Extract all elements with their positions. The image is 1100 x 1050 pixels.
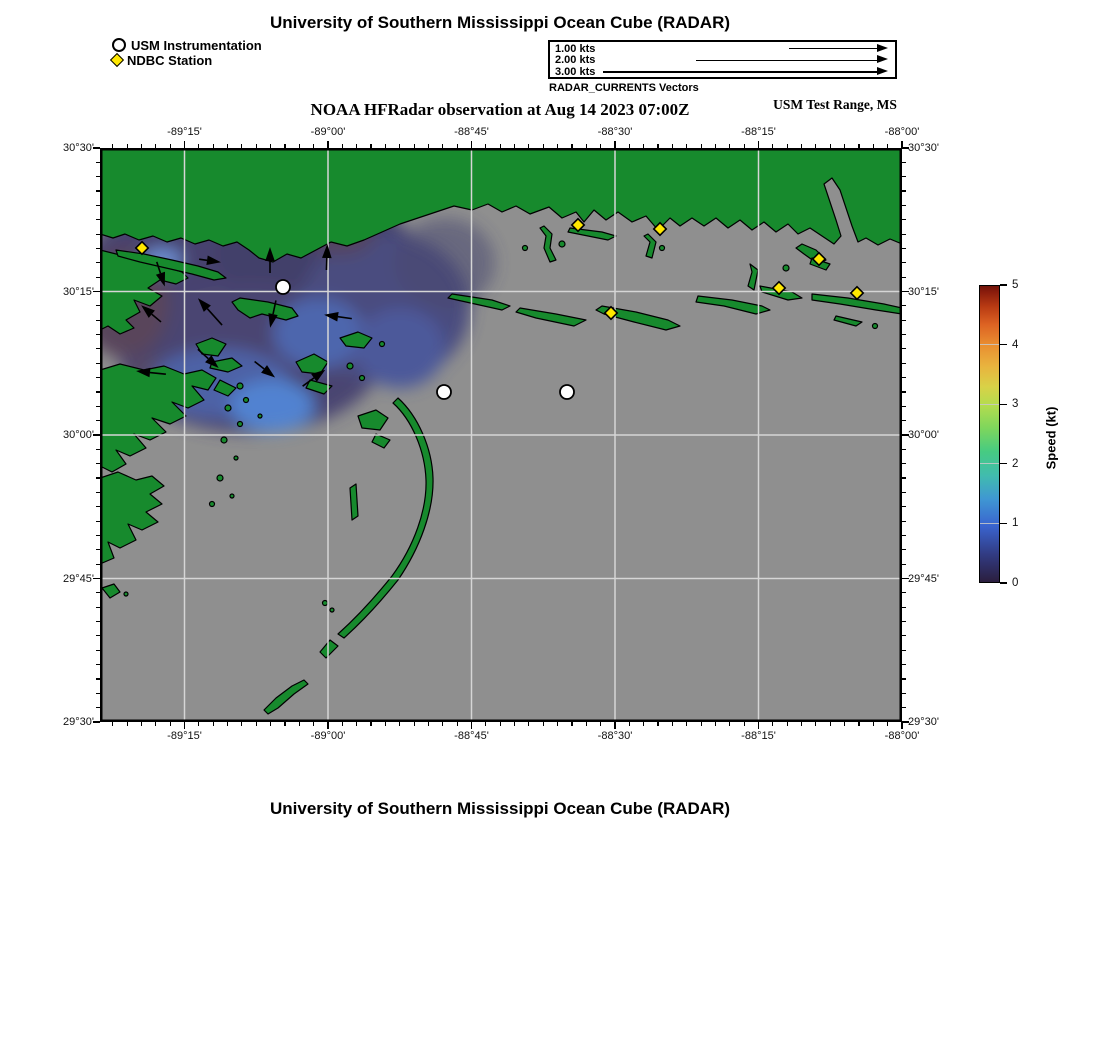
x-axis-tick bbox=[571, 144, 572, 148]
y-axis-tick bbox=[96, 377, 100, 378]
y-axis-tick bbox=[96, 248, 100, 249]
vector-key-arrow-line bbox=[696, 60, 881, 61]
y-axis-tick bbox=[902, 248, 906, 249]
vector-key-label: 3.00 kts bbox=[555, 65, 596, 78]
x-axis-label-top: -88°30' bbox=[597, 126, 633, 138]
x-axis-tick bbox=[342, 144, 343, 148]
colorbar-tick bbox=[1000, 582, 1007, 583]
y-axis-label-right: 30°30' bbox=[908, 142, 939, 154]
y-axis-tick bbox=[902, 535, 906, 536]
x-axis-tick bbox=[744, 722, 745, 726]
x-axis-tick bbox=[327, 722, 328, 729]
y-axis-tick bbox=[96, 334, 100, 335]
colorbar-tick-label: 5 bbox=[1012, 279, 1019, 291]
usm-instrumentation-icon bbox=[112, 38, 126, 52]
y-axis-tick bbox=[902, 607, 906, 608]
x-axis-tick bbox=[715, 144, 716, 148]
colorbar-tick bbox=[1000, 284, 1007, 285]
x-axis-label-bottom: -88°15' bbox=[741, 730, 776, 742]
legend-item-label: USM Instrumentation bbox=[131, 37, 262, 53]
x-axis-tick bbox=[155, 722, 156, 726]
map bbox=[100, 148, 902, 722]
y-axis-tick bbox=[96, 406, 100, 407]
y-axis-tick bbox=[902, 664, 906, 665]
vector-key-caption: RADAR_CURRENTS Vectors bbox=[549, 82, 699, 94]
vector-key-arrow-line bbox=[603, 71, 881, 72]
vector-key-arrowhead-icon bbox=[877, 67, 888, 75]
x-axis-tick bbox=[414, 144, 415, 148]
x-axis-tick bbox=[385, 722, 386, 726]
y-axis-tick bbox=[96, 564, 100, 565]
x-axis-tick bbox=[227, 144, 228, 148]
y-axis-tick bbox=[902, 334, 906, 335]
y-axis-tick bbox=[96, 420, 100, 421]
x-axis-tick bbox=[399, 722, 400, 726]
x-axis-tick bbox=[414, 722, 415, 726]
x-axis-tick bbox=[528, 722, 529, 726]
x-axis-tick bbox=[614, 722, 615, 729]
x-axis-tick bbox=[844, 722, 845, 726]
usm-instrumentation-marker bbox=[276, 280, 290, 294]
colorbar-tick-label: 2 bbox=[1012, 457, 1019, 470]
x-axis-tick bbox=[858, 144, 859, 148]
y-axis-tick bbox=[902, 477, 906, 478]
y-axis-label-right: 29°45' bbox=[908, 572, 939, 585]
x-axis-tick bbox=[672, 722, 673, 726]
x-axis-tick bbox=[356, 144, 357, 148]
x-axis-tick bbox=[198, 144, 199, 148]
x-axis-tick bbox=[815, 144, 816, 148]
x-axis-tick bbox=[873, 144, 874, 148]
y-axis-tick bbox=[93, 721, 100, 722]
y-axis-tick bbox=[96, 162, 100, 163]
x-axis-tick bbox=[887, 144, 888, 148]
x-axis-tick bbox=[643, 144, 644, 148]
y-axis-tick bbox=[902, 492, 906, 493]
y-axis-label-left: 30°15' bbox=[63, 285, 94, 298]
x-axis-tick bbox=[614, 141, 615, 148]
y-axis-tick bbox=[902, 234, 906, 235]
x-axis-tick bbox=[729, 144, 730, 148]
y-axis-tick bbox=[902, 449, 906, 450]
y-axis-label-right: 30°15' bbox=[908, 285, 939, 298]
x-axis-tick bbox=[299, 722, 300, 726]
y-axis-tick bbox=[93, 291, 100, 292]
y-axis-label-right: 29°30' bbox=[908, 716, 939, 728]
y-axis-tick bbox=[902, 521, 906, 522]
y-axis-tick bbox=[902, 305, 906, 306]
y-axis-label-right: 30°00' bbox=[908, 429, 939, 441]
y-axis-tick bbox=[902, 592, 906, 593]
colorbar-tick-label: 3 bbox=[1012, 398, 1019, 411]
vector-key-arrowhead-icon bbox=[877, 55, 888, 63]
x-axis-tick bbox=[657, 722, 658, 726]
x-axis-tick bbox=[284, 144, 285, 148]
x-axis-tick bbox=[471, 141, 472, 148]
x-axis-tick bbox=[313, 722, 314, 726]
x-axis-tick bbox=[227, 722, 228, 726]
x-axis-tick bbox=[127, 144, 128, 148]
ndbc-station-icon bbox=[110, 53, 124, 67]
y-axis-label-left: 29°45' bbox=[63, 572, 94, 585]
y-axis-tick bbox=[96, 592, 100, 593]
x-axis-tick bbox=[858, 722, 859, 726]
legend-item bbox=[112, 38, 262, 52]
colorbar-tick-label: 4 bbox=[1012, 338, 1019, 351]
y-axis-tick bbox=[96, 234, 100, 235]
y-axis-tick bbox=[96, 535, 100, 536]
x-axis-label-top: -88°45' bbox=[454, 126, 489, 138]
vector-key-row bbox=[554, 54, 891, 66]
vector-key-arrow-line bbox=[789, 48, 881, 49]
x-axis-tick bbox=[557, 144, 558, 148]
y-axis-tick bbox=[902, 348, 906, 349]
colorbar-tick-label: 0 bbox=[1012, 577, 1019, 589]
x-axis-tick bbox=[284, 722, 285, 726]
x-axis-tick bbox=[370, 144, 371, 148]
y-axis-tick bbox=[96, 176, 100, 177]
y-axis-tick bbox=[902, 262, 906, 263]
x-axis-tick bbox=[787, 144, 788, 148]
x-axis-tick bbox=[485, 722, 486, 726]
usm-instrumentation-marker bbox=[437, 385, 451, 399]
y-axis-label-left: 30°00' bbox=[63, 429, 94, 441]
y-axis-tick bbox=[96, 449, 100, 450]
subtitle: NOAA HFRadar observation at Aug 14 2023 07:00Z bbox=[310, 100, 690, 119]
x-axis-tick bbox=[758, 722, 759, 729]
y-axis-tick bbox=[902, 176, 906, 177]
x-axis-tick bbox=[170, 144, 171, 148]
x-axis-tick bbox=[342, 722, 343, 726]
y-axis-tick bbox=[902, 320, 906, 321]
y-axis-tick bbox=[93, 578, 100, 579]
y-axis-label-left: 30°30' bbox=[63, 142, 94, 154]
x-axis-tick bbox=[729, 722, 730, 726]
colorbar-title: Speed (kt) bbox=[1043, 406, 1059, 470]
y-axis-tick bbox=[96, 320, 100, 321]
y-axis-tick bbox=[902, 219, 906, 220]
x-axis-tick bbox=[428, 144, 429, 148]
x-axis-tick bbox=[428, 722, 429, 726]
x-axis-tick bbox=[557, 722, 558, 726]
x-axis-tick bbox=[471, 722, 472, 729]
x-axis-label-top: -89°15' bbox=[167, 126, 202, 138]
legend-item-label: NDBC Station bbox=[127, 52, 213, 68]
y-axis-tick bbox=[96, 219, 100, 220]
y-axis-tick bbox=[96, 391, 100, 392]
x-axis-tick bbox=[801, 144, 802, 148]
x-axis-tick bbox=[815, 722, 816, 726]
x-axis-tick bbox=[758, 141, 759, 148]
x-axis-tick bbox=[514, 722, 515, 726]
x-axis-tick bbox=[442, 722, 443, 726]
range-label: USM Test Range, MS bbox=[773, 97, 897, 112]
y-axis-tick bbox=[902, 549, 906, 550]
x-axis-tick bbox=[801, 722, 802, 726]
y-axis-tick bbox=[96, 693, 100, 694]
x-axis-tick bbox=[887, 722, 888, 726]
y-axis-tick bbox=[96, 348, 100, 349]
x-axis-label-bottom: -89°15' bbox=[167, 730, 202, 742]
x-axis-tick bbox=[744, 144, 745, 148]
y-axis-tick bbox=[902, 190, 906, 191]
x-axis-tick bbox=[586, 722, 587, 726]
y-axis-tick bbox=[96, 190, 100, 191]
y-axis-tick bbox=[902, 693, 906, 694]
x-axis-tick bbox=[586, 144, 587, 148]
y-axis-tick bbox=[96, 621, 100, 622]
colorbar-tick bbox=[1000, 404, 1007, 405]
usm-instrumentation-marker bbox=[560, 385, 574, 399]
x-axis-tick bbox=[543, 722, 544, 726]
vector-key-row bbox=[554, 66, 891, 78]
x-axis-tick bbox=[457, 144, 458, 148]
y-axis-tick bbox=[902, 707, 906, 708]
y-axis-tick bbox=[96, 664, 100, 665]
x-axis-tick bbox=[672, 144, 673, 148]
y-axis-tick bbox=[96, 678, 100, 679]
x-axis-tick bbox=[112, 722, 113, 726]
colorbar-tick bbox=[1000, 344, 1007, 345]
vector-key-arrowhead-icon bbox=[877, 44, 888, 52]
x-axis-tick bbox=[701, 722, 702, 726]
y-axis-tick bbox=[96, 492, 100, 493]
y-axis-tick bbox=[96, 305, 100, 306]
x-axis-tick bbox=[241, 722, 242, 726]
y-axis-tick bbox=[902, 406, 906, 407]
x-axis-tick bbox=[299, 144, 300, 148]
x-axis-tick bbox=[313, 144, 314, 148]
x-axis-tick bbox=[256, 722, 257, 726]
y-axis-tick bbox=[96, 277, 100, 278]
x-axis-tick bbox=[270, 722, 271, 726]
x-axis-tick bbox=[772, 722, 773, 726]
x-axis-tick bbox=[256, 144, 257, 148]
y-axis-tick bbox=[902, 463, 906, 464]
vector-key-label: 1.00 kts bbox=[555, 42, 596, 55]
y-axis-tick bbox=[902, 391, 906, 392]
y-axis-tick bbox=[902, 635, 906, 636]
x-axis-tick bbox=[500, 144, 501, 148]
x-axis-tick bbox=[385, 144, 386, 148]
x-axis-tick bbox=[686, 722, 687, 726]
x-axis-tick bbox=[844, 144, 845, 148]
x-axis-tick bbox=[213, 144, 214, 148]
bottom-title: University of Southern Mississippi Ocean Cube (RADAR) bbox=[269, 799, 731, 818]
x-axis-tick bbox=[213, 722, 214, 726]
x-axis-tick bbox=[141, 144, 142, 148]
y-axis-tick bbox=[902, 363, 906, 364]
y-axis-tick bbox=[902, 678, 906, 679]
y-axis-tick bbox=[96, 363, 100, 364]
vector-key-label: 2.00 kts bbox=[555, 54, 596, 67]
x-axis-tick bbox=[787, 722, 788, 726]
x-axis-tick bbox=[686, 144, 687, 148]
x-axis-tick bbox=[112, 144, 113, 148]
x-axis-label-top: -89°00' bbox=[310, 126, 346, 138]
x-axis-tick bbox=[528, 144, 529, 148]
x-axis-tick bbox=[141, 722, 142, 726]
x-axis-tick bbox=[241, 144, 242, 148]
x-axis-label-bottom: -88°00' bbox=[884, 730, 920, 742]
x-axis-tick bbox=[830, 144, 831, 148]
y-axis-tick bbox=[902, 420, 906, 421]
colorbar-gridline bbox=[980, 463, 999, 464]
x-axis-tick bbox=[600, 144, 601, 148]
x-axis-tick bbox=[399, 144, 400, 148]
colorbar-tick bbox=[1000, 463, 1007, 464]
y-axis-tick bbox=[902, 621, 906, 622]
x-axis-tick bbox=[198, 722, 199, 726]
x-axis-tick bbox=[657, 144, 658, 148]
x-axis-tick bbox=[772, 144, 773, 148]
x-axis-tick bbox=[629, 722, 630, 726]
x-axis-tick bbox=[184, 141, 185, 148]
x-axis-tick bbox=[571, 722, 572, 726]
x-axis-tick bbox=[873, 722, 874, 726]
x-axis-tick bbox=[500, 722, 501, 726]
x-axis-tick bbox=[155, 144, 156, 148]
y-axis-tick bbox=[96, 707, 100, 708]
x-axis-tick bbox=[901, 722, 902, 729]
top-title: University of Southern Mississippi Ocean Cube (RADAR) bbox=[269, 13, 731, 32]
x-axis-tick bbox=[356, 722, 357, 726]
y-axis-tick bbox=[902, 377, 906, 378]
x-axis-tick bbox=[715, 722, 716, 726]
y-axis-tick bbox=[93, 147, 100, 148]
vector-key-box bbox=[548, 40, 897, 79]
y-axis-tick bbox=[96, 607, 100, 608]
y-axis-tick bbox=[96, 463, 100, 464]
x-axis-tick bbox=[457, 722, 458, 726]
x-axis-tick bbox=[600, 722, 601, 726]
x-axis-tick bbox=[701, 144, 702, 148]
y-axis-tick bbox=[902, 506, 906, 507]
x-axis-tick bbox=[270, 144, 271, 148]
colorbar-gridline bbox=[980, 404, 999, 405]
x-axis-tick bbox=[543, 144, 544, 148]
vector-key-row bbox=[554, 43, 891, 55]
y-axis-tick bbox=[96, 205, 100, 206]
x-axis-tick bbox=[643, 722, 644, 726]
x-axis-tick bbox=[442, 144, 443, 148]
x-axis-tick bbox=[830, 722, 831, 726]
y-axis-tick bbox=[96, 262, 100, 263]
y-axis-tick bbox=[96, 506, 100, 507]
y-axis-tick bbox=[96, 650, 100, 651]
x-axis-tick bbox=[514, 144, 515, 148]
colorbar-gridline bbox=[980, 344, 999, 345]
legend-item bbox=[112, 53, 212, 67]
y-axis-tick bbox=[96, 521, 100, 522]
x-axis-tick bbox=[370, 722, 371, 726]
x-axis-label-bottom: -89°00' bbox=[310, 730, 346, 742]
y-axis-tick bbox=[902, 162, 906, 163]
y-axis-tick bbox=[902, 205, 906, 206]
y-axis-tick bbox=[96, 477, 100, 478]
y-axis-tick bbox=[902, 650, 906, 651]
y-axis-label-left: 29°30' bbox=[63, 716, 94, 728]
x-axis-label-top: -88°15' bbox=[741, 126, 776, 138]
x-axis-label-bottom: -88°30' bbox=[597, 730, 633, 742]
x-axis-tick bbox=[327, 141, 328, 148]
map-canvas bbox=[100, 148, 902, 722]
x-axis-tick bbox=[485, 144, 486, 148]
y-axis-tick bbox=[96, 549, 100, 550]
x-axis-tick bbox=[170, 722, 171, 726]
y-axis-tick bbox=[902, 564, 906, 565]
colorbar bbox=[979, 285, 1000, 583]
y-axis-tick bbox=[902, 277, 906, 278]
colorbar-gridline bbox=[980, 523, 999, 524]
y-axis-tick bbox=[96, 635, 100, 636]
x-axis-label-top: -88°00' bbox=[884, 126, 920, 138]
colorbar-tick bbox=[1000, 523, 1007, 524]
y-axis-tick bbox=[93, 434, 100, 435]
x-axis-tick bbox=[184, 722, 185, 729]
x-axis-label-bottom: -88°45' bbox=[454, 730, 489, 742]
x-axis-tick bbox=[127, 722, 128, 726]
colorbar-tick-label: 1 bbox=[1012, 517, 1019, 530]
current-vector-stem bbox=[199, 259, 207, 260]
x-axis-tick bbox=[629, 144, 630, 148]
